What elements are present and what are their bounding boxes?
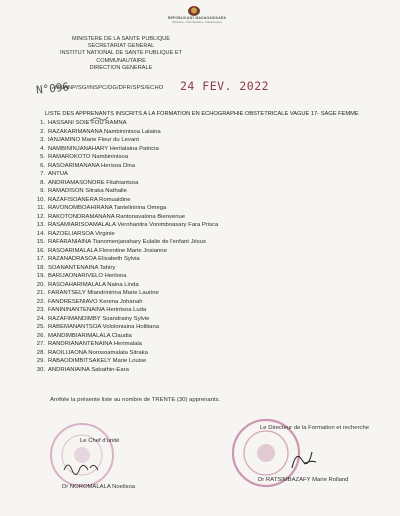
learner-name: RASOARIMALALA Florentine Marie Josianne bbox=[48, 247, 167, 254]
learner-name: MANDIMBIARIMALALA Claudia bbox=[48, 332, 132, 339]
right-signatory-name: Dr RATSIMBAZAFY Marie Rolland bbox=[258, 477, 349, 483]
learner-number: 30. bbox=[36, 366, 45, 373]
learner-number: 21. bbox=[36, 290, 45, 296]
list-item bbox=[36, 366, 336, 375]
republic-motto: Fitiavana - Tanindrazana - Fandrosoana bbox=[172, 20, 222, 24]
learner-name: ANDRIANIAINA Sabathin-Eara bbox=[48, 366, 129, 373]
learner-number: 16. bbox=[36, 247, 45, 254]
list-item bbox=[36, 340, 336, 349]
list-item bbox=[36, 247, 336, 256]
date-stamp: 24 FEV. 2022 bbox=[180, 79, 270, 93]
list-item bbox=[36, 136, 336, 145]
list-item bbox=[36, 128, 336, 137]
list-item bbox=[36, 315, 336, 324]
learner-number: 24. bbox=[36, 315, 45, 322]
list-item bbox=[36, 213, 336, 222]
learner-name: RAZAFISOANERA Romualdine bbox=[48, 196, 131, 203]
learner-name: RAMADISON Sitraka Nathalie bbox=[48, 188, 127, 194]
ministry-line: SECRETARIAT GENERAL bbox=[87, 43, 155, 50]
learner-number: 7. bbox=[40, 171, 45, 177]
learner-number: 10. bbox=[36, 196, 45, 203]
learner-name: RAOILIJAONA Norosoamalala Sitraka bbox=[48, 349, 148, 356]
list-item bbox=[36, 187, 336, 196]
learner-number: 4. bbox=[40, 145, 45, 152]
learner-name: RAFARANIAINA Tianomenjanahary Eulalie de l'enfant Jésus bbox=[48, 239, 206, 245]
list-item bbox=[36, 349, 336, 358]
learner-number: 8. bbox=[40, 179, 45, 186]
learner-name: RAKOTONDRAMANANA Rantonavalona Bienvenue bbox=[48, 213, 186, 220]
list-item bbox=[36, 357, 336, 366]
learner-name: BARIJAONARIVELO Herilona bbox=[48, 273, 127, 279]
list-item bbox=[36, 162, 336, 171]
list-title: LISTE DES APPRENANTS INSCRITS A LA FORMATION EN ECHOGRAPHIE OBSTETRICALE VAGUE 17- SAGE FEMME bbox=[45, 111, 359, 117]
learner-name: RASAMIARISOAMALALA Verohanitra Vonimboasary Fara Prisca bbox=[48, 222, 219, 228]
learner-number: 27. bbox=[36, 341, 45, 347]
list-item bbox=[36, 323, 336, 332]
learner-name: RAMAROKOTO Nambinintsoa bbox=[48, 154, 129, 160]
learner-number: 13. bbox=[36, 222, 45, 228]
learner-name: RABAODIMBITSAKELY Marie Louise bbox=[48, 358, 147, 364]
list-item bbox=[36, 238, 336, 247]
ministry-line: COMMUNAUTAIRE bbox=[96, 57, 146, 64]
ministry-line: MINISTERE DE LA SANTE PUBLIQUE bbox=[72, 36, 170, 42]
learner-name: RAZOELIARSOA Virginie bbox=[48, 230, 115, 237]
list-item bbox=[36, 145, 336, 154]
learner-number: 14. bbox=[36, 230, 45, 237]
learner-number: 18. bbox=[36, 264, 45, 271]
learner-name: SOANANTENAINA Tahiry bbox=[48, 264, 116, 271]
learner-name: RAZAFIMANDIMBY Soandrainy Sylvie bbox=[48, 315, 150, 322]
learner-name: RAZAKARIMANANA Nambinintsoa Lalaina bbox=[48, 128, 161, 135]
learner-number: 9. bbox=[40, 188, 45, 194]
list-item bbox=[36, 204, 336, 213]
learner-number: 20. bbox=[36, 281, 45, 288]
ministry-line: DIRECTION GENERALE bbox=[89, 64, 153, 71]
learner-name: FARANTSELY Miandrinirina Marie Laurine bbox=[48, 290, 159, 296]
learner-name: NAMBININJANAHARY Herilalaina Patricia bbox=[48, 145, 159, 152]
list-item bbox=[36, 153, 336, 162]
learner-number: 1. bbox=[40, 120, 45, 126]
signature-icon bbox=[60, 456, 120, 480]
reference-number: N°096 bbox=[35, 80, 70, 97]
learner-number: 29. bbox=[36, 358, 45, 364]
learner-name: RASOAHARIMALALA Naina Linda bbox=[48, 281, 139, 288]
list-item bbox=[36, 264, 336, 273]
learner-name: RABEMANANTSOA Vololoniaina Holitiana bbox=[48, 324, 159, 330]
learner-number: 22. bbox=[36, 298, 45, 305]
learner-name: RAZANADRASOA Elisabeth Sylvia bbox=[48, 256, 140, 262]
signature-icon bbox=[286, 444, 322, 474]
list-item bbox=[36, 119, 336, 128]
learner-number: 19. bbox=[36, 273, 45, 279]
list-item bbox=[36, 170, 336, 179]
list-item bbox=[36, 289, 336, 298]
learner-name: ANTUA bbox=[48, 171, 68, 177]
learner-name: HASSANI SOIE FOU RAMNA bbox=[48, 120, 127, 126]
left-signatory-name: Dr NOROMALALA Noelisoa bbox=[62, 484, 136, 490]
learner-number: 17. bbox=[36, 256, 45, 262]
learner-list bbox=[36, 119, 336, 374]
left-signatory-title: Le Chef d'unité bbox=[80, 438, 120, 444]
list-item bbox=[36, 332, 336, 341]
list-item bbox=[36, 179, 336, 188]
republic-name: REPOBLIKAN'I MADAGASIKARA bbox=[167, 16, 227, 20]
learner-number: 25. bbox=[36, 324, 45, 330]
reference-code: -MSANP/SG/INSPC/DG/DFR/SPS/ECHO bbox=[53, 85, 164, 91]
learner-number: 5. bbox=[40, 154, 45, 160]
learner-number: 28. bbox=[36, 349, 45, 356]
learner-name: RAVONOMBOAHIRANA Tantelinirina Omega bbox=[48, 205, 167, 211]
learner-number: 3. bbox=[40, 137, 45, 143]
learner-number: 11. bbox=[37, 205, 45, 211]
learner-name: RASOARIMANANA Herisoa Dina bbox=[48, 162, 136, 169]
list-item bbox=[36, 255, 336, 264]
learner-number: 23. bbox=[36, 307, 45, 313]
list-item bbox=[36, 306, 336, 315]
learner-number: 12. bbox=[36, 213, 45, 220]
ministry-header bbox=[36, 36, 206, 72]
learner-name: FANININANTENAINA Herintsoa Luda bbox=[48, 307, 147, 313]
list-item bbox=[36, 230, 336, 239]
list-item bbox=[36, 298, 336, 307]
learner-number: 6. bbox=[40, 162, 45, 169]
learner-name: ANDRIAMASONORE Fitahiantsoa bbox=[48, 179, 139, 186]
learner-name: RANDRIANANTENAINA Herimalala bbox=[48, 341, 142, 347]
list-item bbox=[36, 281, 336, 290]
list-item bbox=[36, 196, 336, 205]
list-item bbox=[36, 221, 336, 230]
ministry-line: INSTITUT NATIONAL DE SANTE PUBLIQUE ET bbox=[59, 50, 183, 57]
list-item bbox=[36, 272, 336, 281]
learner-number: 2. bbox=[40, 128, 45, 135]
learner-number: 15. bbox=[36, 239, 45, 245]
learner-number: 26. bbox=[36, 332, 45, 339]
learner-name: FANDRESENIAVO Kerena Johanah bbox=[48, 298, 143, 305]
right-signatory-title: Le Directeur de la Formation et recherche bbox=[260, 425, 370, 431]
closing-statement: Arrêtée la présente liste au nombre de TRENTE (30) apprenants. bbox=[50, 397, 221, 403]
learner-name: IANJAMINO Marie Fleur du Levant bbox=[48, 137, 140, 143]
